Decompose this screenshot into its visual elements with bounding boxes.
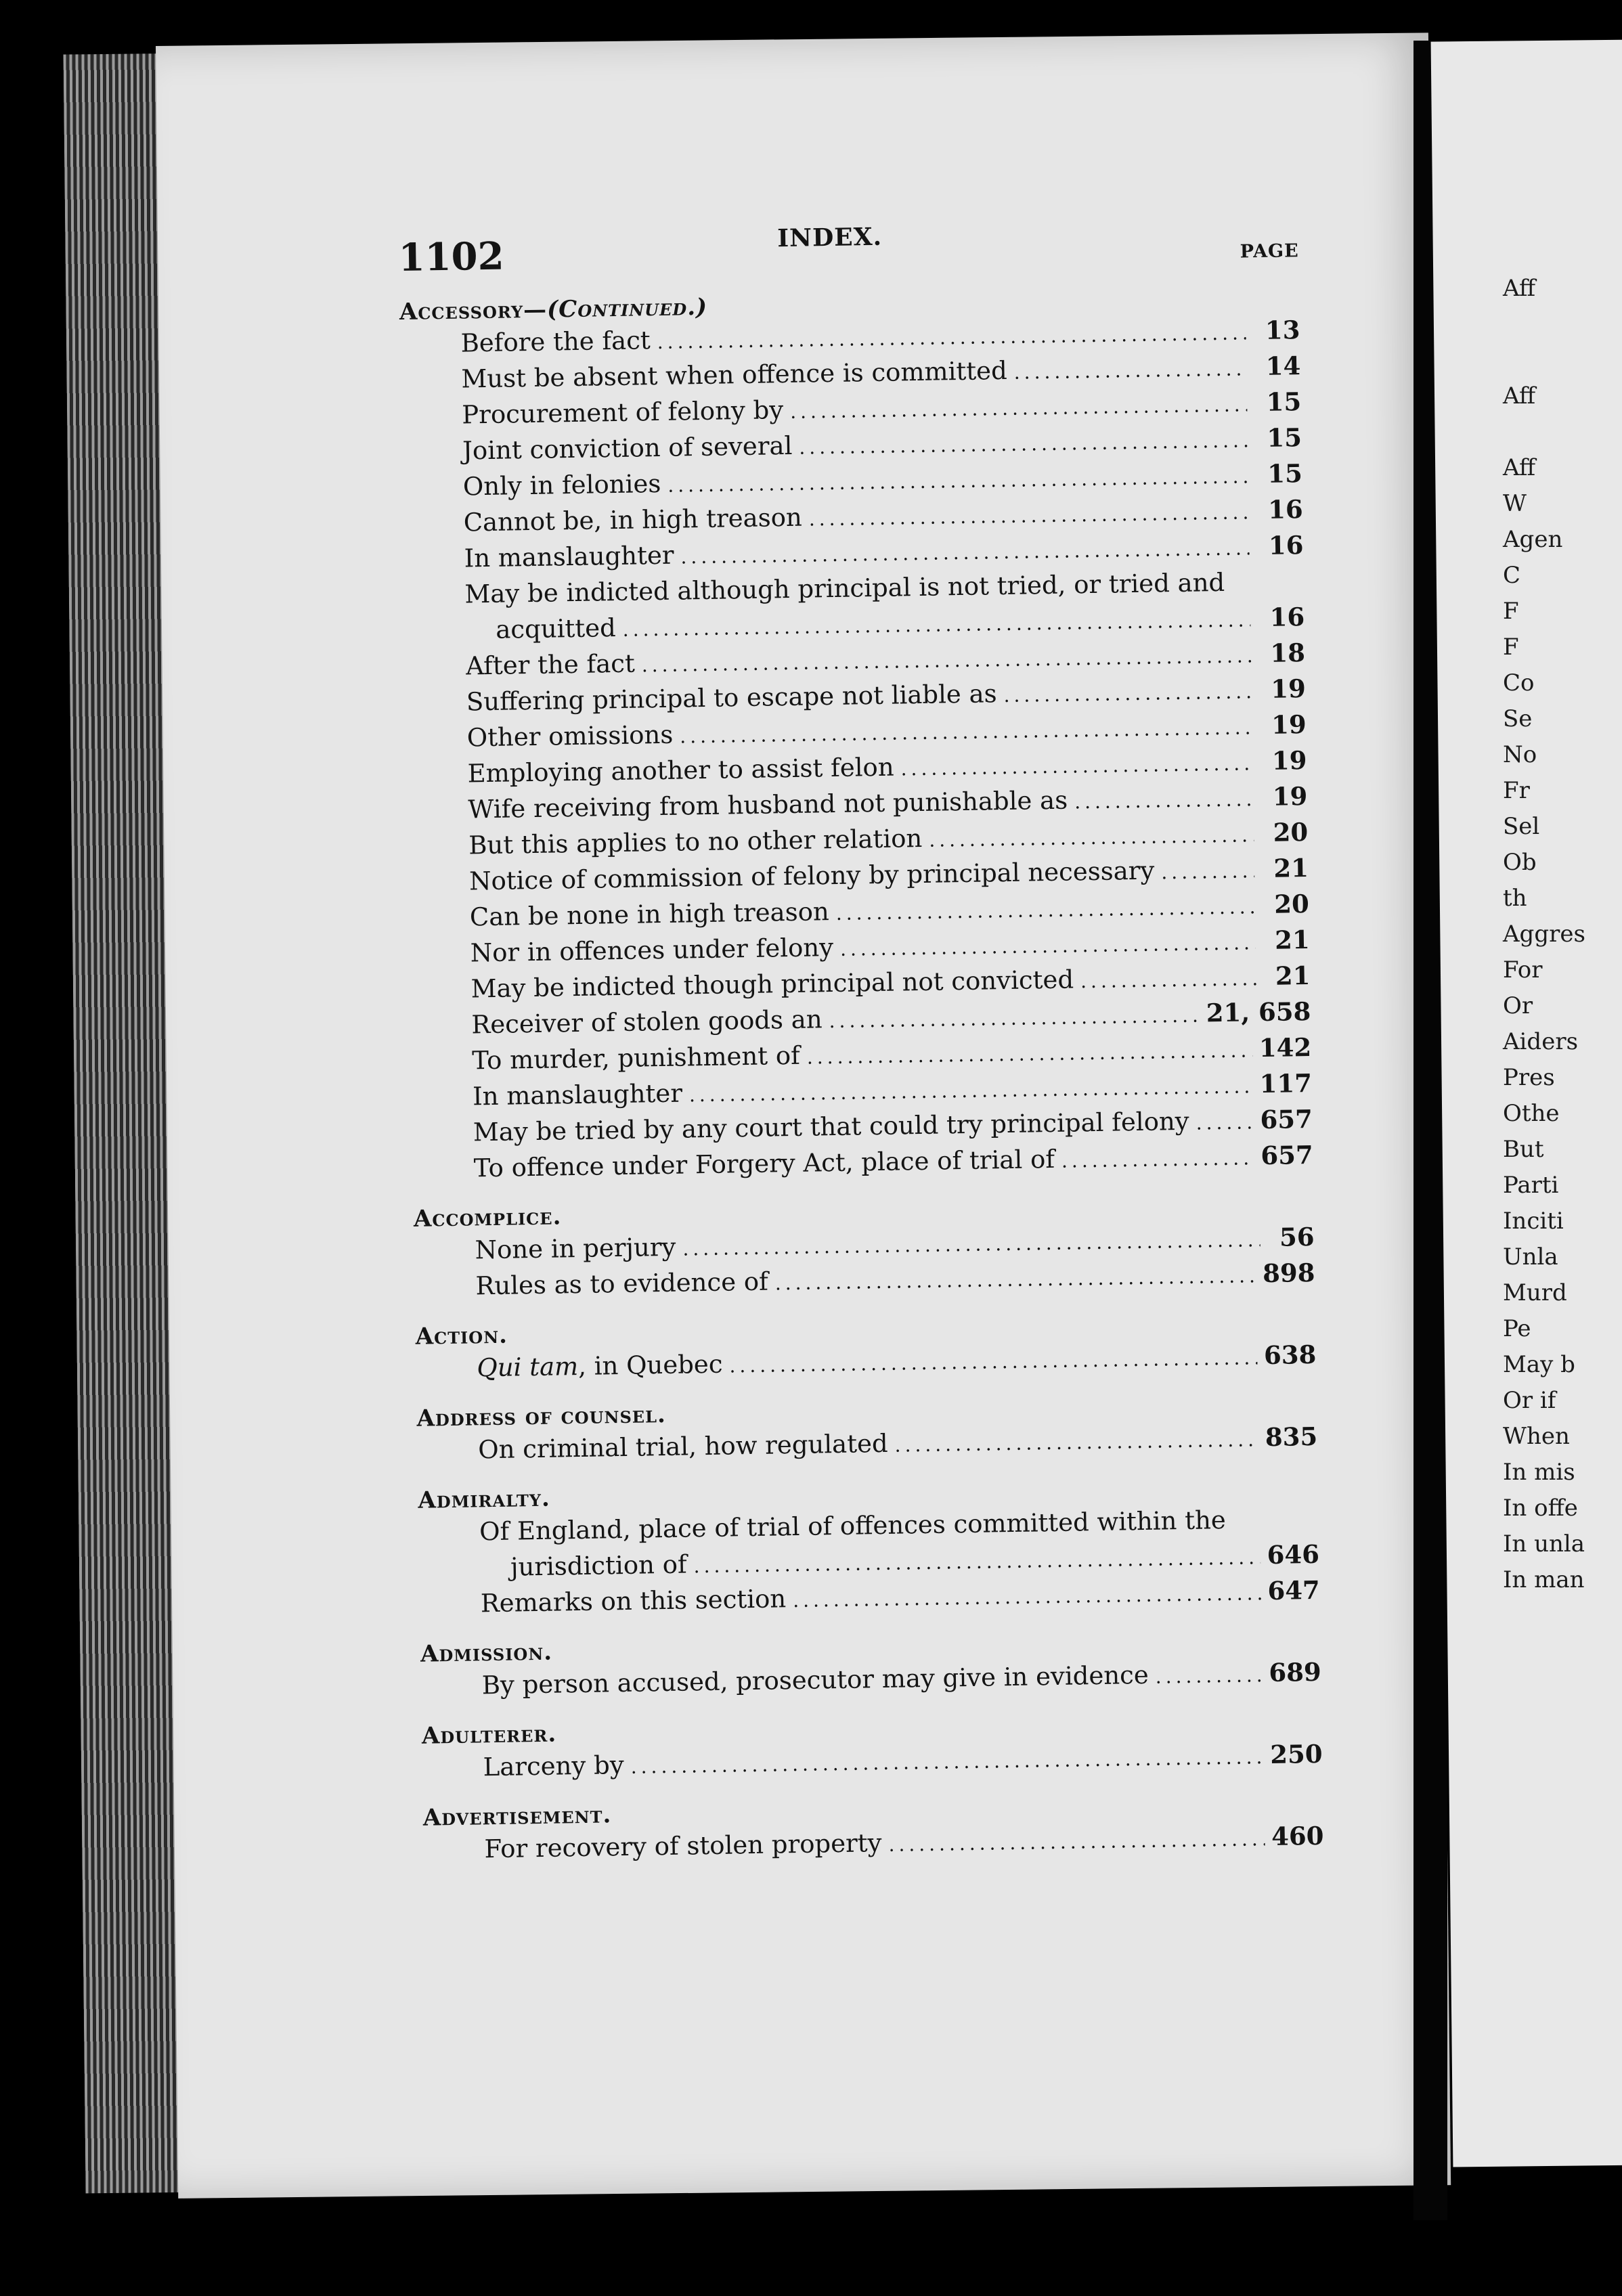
- dot-leader: [1013, 351, 1246, 390]
- dot-leader: [1196, 1104, 1254, 1141]
- dot-leader: [729, 1340, 1257, 1384]
- entry-page-number: 20: [1273, 816, 1309, 847]
- entry-page-number: 13: [1265, 315, 1300, 345]
- dot-leader: [900, 745, 1253, 787]
- entry-text: May be indicted though principal not convicted: [470, 965, 1074, 1004]
- entry-text: After the fact: [465, 648, 636, 681]
- heading-text: Accomplice.: [413, 1203, 562, 1233]
- entry-page-number: 21, 658: [1206, 996, 1311, 1028]
- entry-text: Employing another to assist felon: [467, 752, 894, 789]
- entry-page-number: 14: [1265, 351, 1301, 381]
- entry-text: Must be absent when offence is committed: [461, 355, 1008, 394]
- entry-text: Nor in offences under felony: [470, 933, 834, 968]
- page-column-label: PAGE: [1240, 240, 1299, 263]
- dot-leader: [1161, 853, 1254, 890]
- entry-text: Larceny by: [483, 1750, 625, 1782]
- dot-leader: [793, 1575, 1261, 1618]
- entry-page-number: 250: [1269, 1738, 1323, 1770]
- entry-text: On criminal trial, how regulated: [477, 1428, 888, 1465]
- entry-page-number: 898: [1262, 1257, 1315, 1289]
- entry-page-number: 16: [1269, 602, 1305, 632]
- entry-text: Other omissions: [466, 720, 674, 753]
- dot-leader: [829, 998, 1200, 1040]
- entry-page-number: 19: [1272, 781, 1308, 812]
- entry-page-number: 19: [1270, 674, 1307, 704]
- entry-page-number: 142: [1258, 1032, 1312, 1063]
- entry-text: Remarks on this section: [480, 1584, 787, 1618]
- dot-leader: [1080, 961, 1256, 999]
- dot-leader: [774, 1258, 1256, 1301]
- dot-leader: [1003, 674, 1252, 713]
- entry-text: Can be none in high treason: [469, 897, 830, 932]
- entry-page-number: 19: [1271, 709, 1307, 740]
- entry-page-number: 647: [1267, 1574, 1321, 1606]
- entry-page-number: 117: [1259, 1067, 1313, 1099]
- index-group: [422, 1707, 1343, 1786]
- entry-page-number: 15: [1267, 458, 1303, 489]
- heading-text: Address of counsel.: [416, 1401, 667, 1432]
- entry-text: For recovery of stolen property: [484, 1828, 882, 1864]
- entry-text: Joint conviction of several: [462, 430, 793, 466]
- entry-text: acquitted: [495, 613, 617, 644]
- entry-text: But this applies to no other relation: [468, 823, 923, 860]
- page-header: [398, 216, 1319, 298]
- index-text: [398, 216, 1344, 1868]
- index-group: [418, 1472, 1340, 1622]
- dot-leader: [894, 1421, 1258, 1463]
- entry-page-number: 657: [1260, 1103, 1313, 1135]
- heading-text: Advertisement.: [422, 1801, 612, 1832]
- dot-leader: [1061, 1140, 1254, 1178]
- entry-page-number: 21: [1274, 924, 1310, 955]
- entry-text: Wife receiving from husband not punishable as: [468, 785, 1068, 824]
- heading-text: Admiralty.: [418, 1484, 551, 1514]
- entry-text: Suffering principal to escape not liable as: [466, 679, 997, 717]
- entry-page-number: 20: [1273, 888, 1310, 919]
- dot-leader: [888, 1821, 1265, 1863]
- entry-page-number: 638: [1263, 1339, 1317, 1371]
- entry-page-number: 16: [1267, 494, 1303, 525]
- index-group: [414, 1190, 1336, 1304]
- entry-text: In manslaughter: [464, 540, 674, 573]
- facing-page-text: Aff Aff Aff W Agen C F F Co Se No Fr Sel Ob th Aggres For Or Aiders Pres Othe But Parti Inciti Unla Murd Pe May b Or if When In mis In offe In unla In man: [1503, 275, 1585, 1593]
- entry-text: May be indicted although principal is not tried, or tried and: [464, 567, 1225, 609]
- running-title: INDEX.: [776, 222, 883, 253]
- entry-page-number: 56: [1279, 1221, 1315, 1252]
- entry-text: In manslaughter: [472, 1078, 683, 1111]
- entry-page-number: 18: [1270, 638, 1306, 668]
- entry-text: May be tried by any court that could try principal felony: [473, 1106, 1189, 1147]
- dot-leader: [929, 817, 1254, 858]
- dot-leader: [1155, 1657, 1263, 1694]
- entry-text: To offence under Forgery Act, place of trial of: [473, 1144, 1055, 1183]
- dot-leader: [835, 889, 1255, 931]
- entry-page-number: 657: [1261, 1139, 1313, 1171]
- dot-leader: [1074, 781, 1254, 820]
- entry-page-number: 16: [1268, 530, 1304, 560]
- entry-text: jurisdiction of: [510, 1549, 687, 1582]
- entry-page-number: 19: [1271, 745, 1307, 776]
- entry-text: By person accused, prosecutor may give in evidence: [481, 1660, 1149, 1700]
- entry-text: Qui tam, in Quebec: [477, 1349, 723, 1383]
- heading-text: Accessory—: [399, 296, 548, 326]
- entry-text: Notice of commission of felony by principal necessary: [468, 856, 1155, 896]
- entry-text: Before the fact: [460, 326, 651, 358]
- page-number: 1102: [398, 234, 505, 280]
- dot-leader: [840, 925, 1256, 967]
- entry-text: None in perjury: [475, 1232, 676, 1265]
- index-group: [399, 284, 1334, 1187]
- entry-text: Receiver of stolen goods an: [471, 1005, 823, 1040]
- entry-page-number: 21: [1275, 960, 1311, 991]
- entry-page-number: 15: [1267, 422, 1302, 453]
- index-group: [420, 1625, 1342, 1704]
- heading-text: Admission.: [420, 1638, 553, 1668]
- entry-text: Only in felonies: [462, 468, 661, 502]
- heading-text: Adulterer.: [421, 1720, 557, 1750]
- entry-page-number: 646: [1267, 1539, 1320, 1570]
- entry-page-number: 460: [1271, 1820, 1324, 1852]
- heading-continued: (Continued.): [546, 293, 708, 324]
- index-group: [415, 1308, 1336, 1386]
- index-group: [416, 1390, 1338, 1468]
- index-entries: [399, 284, 1344, 1868]
- index-group: [423, 1789, 1344, 1868]
- dot-leader: [630, 1739, 1263, 1785]
- heading-text: Action.: [415, 1321, 508, 1350]
- entry-text: Of England, place of trial of offences committed within the: [479, 1505, 1227, 1547]
- entry-text: Rules as to evidence of: [475, 1266, 769, 1301]
- entry-text: To murder, punishment of: [471, 1040, 801, 1076]
- entry-text: Procurement of felony by: [461, 395, 784, 430]
- entry-page-number: 15: [1266, 387, 1302, 417]
- entry-page-number: 689: [1269, 1656, 1321, 1688]
- entry-text: Cannot be, in high treason: [463, 502, 803, 537]
- entry-page-number: 21: [1273, 852, 1309, 883]
- entry-page-number: 835: [1265, 1421, 1318, 1453]
